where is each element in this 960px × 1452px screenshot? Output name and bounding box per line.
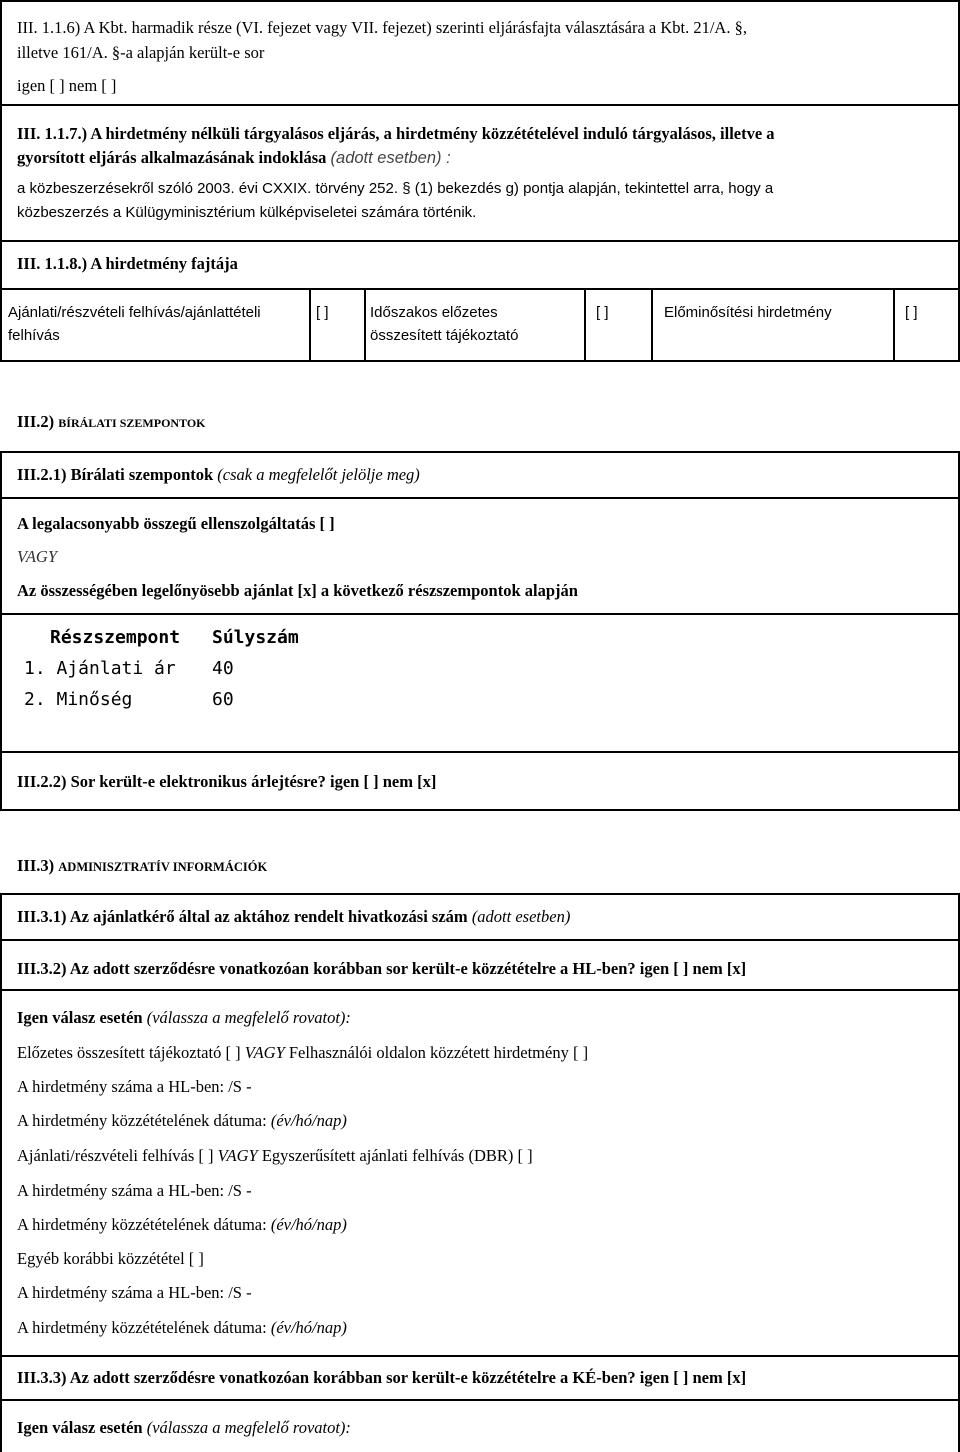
- s32-vagy-text: VAGY: [17, 547, 58, 566]
- s33-l9a: A hirdetmény közzétételének dátuma:: [17, 1318, 271, 1337]
- s33-sub3: [17, 1368, 746, 1388]
- criteria-header-1: Részszempont: [50, 627, 181, 648]
- s32-sub2: [17, 772, 436, 792]
- s33-l2: A hirdetmény száma a HL-ben: /S -: [17, 1077, 252, 1096]
- s118-cell-4: [584, 288, 653, 362]
- s118-cell-2: [309, 288, 366, 362]
- s33-title-prefix: III.3): [17, 856, 59, 875]
- s118-c1b: felhívás: [8, 327, 60, 344]
- s33-title-sc: ADMINISZTRATÍV INFORMÁCIÓK: [58, 860, 268, 874]
- s33-l7: Egyéb korábbi közzététel [ ]: [17, 1249, 204, 1268]
- s32-sub1: [17, 465, 420, 485]
- s32-sub2-text: III.2.2) Sor került-e elektronikus árlejtésre? igen [ ] nem [x]: [17, 772, 437, 791]
- s118-c6: [ ]: [905, 304, 918, 321]
- s32-title-prefix: III.2): [17, 412, 59, 431]
- criteria-row-1-value: 40: [212, 658, 234, 679]
- criteria-row-1-label: 1. Ajánlati ár: [24, 658, 176, 679]
- s33-igen2-bold: Igen válasz esetén: [17, 1418, 143, 1437]
- s33-sub1-italic: (adott esetben): [471, 907, 571, 926]
- s33-l6: [17, 1215, 347, 1235]
- s32-vagy: [17, 547, 57, 567]
- s33-igen2: [17, 1418, 351, 1438]
- s33-title: [17, 856, 267, 876]
- s117-line1: [17, 124, 775, 144]
- s33-igen2-italic: (válassza a megfelelő rovatot):: [146, 1418, 351, 1437]
- s33-l9: [17, 1318, 347, 1338]
- s33-l3b: (év/hó/nap): [270, 1111, 347, 1130]
- s32-opt1: [17, 514, 335, 534]
- s118-cell-1: [0, 288, 311, 362]
- s32-opt2: [17, 581, 578, 601]
- s33-l3a: A hirdetmény közzétételének dátuma:: [17, 1111, 271, 1130]
- s33-l5: A hirdetmény száma a HL-ben: /S -: [17, 1181, 252, 1200]
- s33-sub1: [17, 907, 570, 927]
- s33-l6b: (év/hó/nap): [270, 1215, 347, 1234]
- s33-l6a: A hirdetmény közzétételének dátuma:: [17, 1215, 271, 1234]
- s117-text2: közbeszerzés a Külügyminisztérium külképviseletei számára történik.: [17, 204, 477, 221]
- s33-l4: [17, 1146, 533, 1166]
- s118-title-text: III. 1.1.8.) A hirdetmény fajtája: [17, 254, 238, 273]
- s32-sub1-italic: (csak a megfelelőt jelölje meg): [217, 465, 420, 484]
- s118-c4: [ ]: [596, 304, 609, 321]
- s33-l4b: VAGY: [217, 1146, 258, 1165]
- s33-sub1-bold: III.3.1) Az ajánlatkérő által az aktához rendelt hivatkozási szám: [17, 907, 468, 926]
- s118-cell-5: [651, 288, 895, 362]
- s116-line2: illetve 161/A. §-a alapján került-e sor: [17, 43, 265, 62]
- s32-sub1-bold: III.2.1) Bírálati szempontok: [17, 465, 214, 484]
- s118-c2: [ ]: [316, 304, 329, 321]
- s33-l1: [17, 1043, 588, 1063]
- s32-title-sc: BÍRÁLATI SZEMPONTOK: [58, 416, 206, 430]
- criteria-header-2: Súlyszám: [212, 627, 299, 648]
- s118-c1: Ajánlati/részvételi felhívás/ajánlattételi: [8, 304, 261, 321]
- s116-line1: III. 1.1.6) A Kbt. harmadik része (VI. fejezet vagy VII. fejezet) szerinti eljárásfajta választására a Kbt. 21/A. §,: [17, 18, 747, 37]
- s118-cell-3: [364, 288, 586, 362]
- s117-line2-bold: gyorsított eljárás alkalmazásának indoklása: [17, 148, 327, 167]
- criteria-row-2-value: 60: [212, 689, 234, 710]
- s33-l1c: Felhasználói oldalon közzétett hirdetmény [ ]: [284, 1043, 589, 1062]
- s33-igen-bold: Igen válasz esetén: [17, 1008, 143, 1027]
- s33-l4c: Egyszerűsített ajánlati felhívás (DBR) [ ]: [257, 1146, 533, 1165]
- s118-c5: Előminősítési hirdetmény: [664, 304, 832, 321]
- s118-c3b: összesített tájékoztató: [370, 327, 519, 344]
- s118-cell-6: [893, 288, 960, 362]
- s32-opt2-text: Az összességében legelőnyösebb ajánlat [x] a következő részszempontok alapján: [17, 581, 578, 600]
- s33-sub2: [17, 959, 746, 979]
- s117-line2-italic: (adott esetben) :: [330, 149, 451, 167]
- s116-answer: igen [ ] nem [ ]: [17, 76, 117, 95]
- s118-title: [17, 254, 238, 274]
- criteria-row-2-label: 2. Minőség: [24, 689, 133, 710]
- s33-l1b: VAGY: [244, 1043, 285, 1062]
- s32-title: [17, 412, 206, 432]
- s33-igen-italic: (válassza a megfelelő rovatot):: [146, 1008, 351, 1027]
- s117-line1-text: III. 1.1.7.) A hirdetmény nélküli tárgyalásos eljárás, a hirdetmény közzétételével induló tárgyalásos, illetve a: [17, 124, 775, 143]
- s33-l9b: (év/hó/nap): [270, 1318, 347, 1337]
- s33-l3: [17, 1111, 347, 1131]
- s33-sub2-text: III.3.2) Az adott szerződésre vonatkozóan korábban sor került-e közzétételre a HL-ben? igen [ ] nem [x]: [17, 959, 747, 978]
- s33-l4a: Ajánlati/részvételi felhívás [ ]: [17, 1146, 218, 1165]
- s117-text1: a közbeszerzésekről szóló 2003. évi CXXIX. törvény 252. § (1) bekezdés g) pontja alapján, tekintettel arra, hogy a: [17, 180, 774, 197]
- s33-igen: [17, 1008, 351, 1028]
- s33-l8: A hirdetmény száma a HL-ben: /S -: [17, 1283, 252, 1302]
- s33-l1a: Előzetes összesített tájékoztató [ ]: [17, 1043, 245, 1062]
- s117-line2: [17, 148, 451, 168]
- s32-opt1-text: A legalacsonyabb összegű ellenszolgáltatás [ ]: [17, 514, 335, 533]
- s118-c3: Időszakos előzetes: [370, 304, 498, 321]
- s33-sub3-text: III.3.3) Az adott szerződésre vonatkozóan korábban sor került-e közzétételre a KÉ-ben? igen [ ] nem [x]: [17, 1368, 747, 1387]
